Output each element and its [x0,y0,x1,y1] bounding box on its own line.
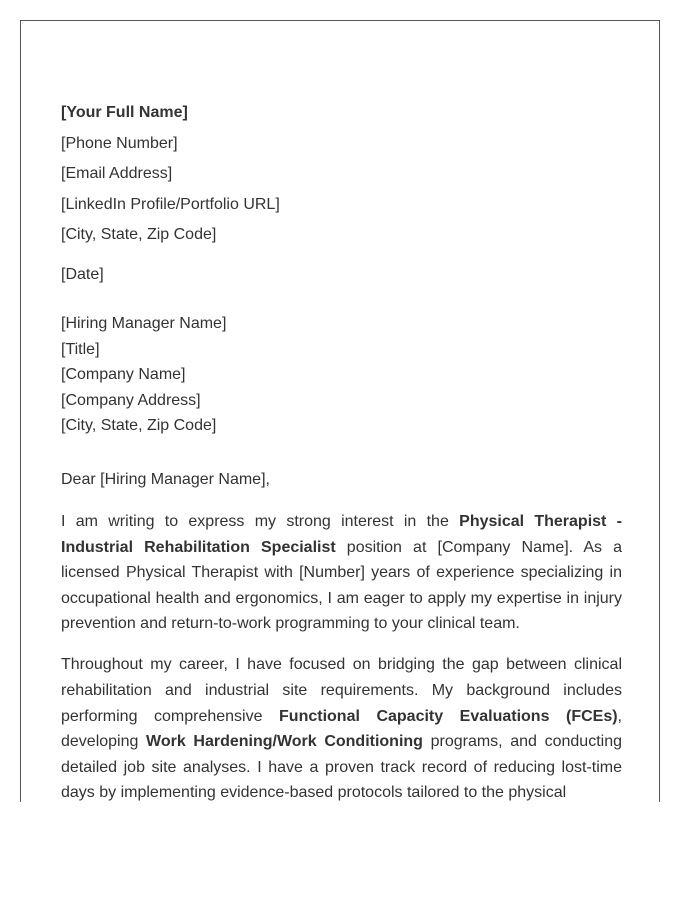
sender-phone: [Phone Number] [61,134,178,152]
paragraph-experience-text-2: , developing [61,707,622,751]
work-hardening-emphasis: Work Hardening/Work Conditioning [146,733,423,751]
recipient-name: [Hiring Manager Name] [61,315,227,332]
paragraph-experience-text-3: programs, and conducting detailed job site analyses. I have a proven track record of reducing lost-time days by implementing evidence-based protocols tailored to the physical [61,733,622,802]
paragraph-experience [61,652,622,802]
sender-email: [Email Address] [61,165,173,182]
letter-date: [Date] [61,266,104,283]
recipient-block [61,311,622,439]
paragraph-intro [61,509,622,637]
recipient-address: [Company Address] [61,391,201,409]
salutation: Dear [Hiring Manager Name], [61,470,270,488]
letter-body [61,103,622,802]
paragraph-experience-text-1: Throughout my career, I have focused on bridging the gap between clinical rehabilitation and industrial site requirements. My background includes performing comprehensive [61,656,622,725]
recipient-city-state-zip: [City, State, Zip Code] [61,417,217,434]
sender-name: [Your Full Name] [61,104,188,121]
paragraph-intro-text-1: I am writing to express my strong interest in the [61,513,460,530]
paragraph-intro-text-2: position at [Company Name]. As a licensed Physical Therapist with [Number] years of experience specializing in occupational health and ergonomics, I am eager to apply my expertise in injury prevention and return-to-work programming to your clinical team. [61,538,622,633]
job-title-emphasis: Physical Therapist - Industrial Rehabilitation Specialist [61,513,622,556]
fce-emphasis: Functional Capacity Evaluations (FCEs) [279,707,618,725]
sender-city-state-zip: [City, State, Zip Code] [61,226,217,243]
recipient-company: [Company Name] [61,366,186,383]
sender-linkedin: [LinkedIn Profile/Portfolio URL] [61,195,280,213]
recipient-title: [Title] [61,340,100,358]
document-page [20,20,660,802]
